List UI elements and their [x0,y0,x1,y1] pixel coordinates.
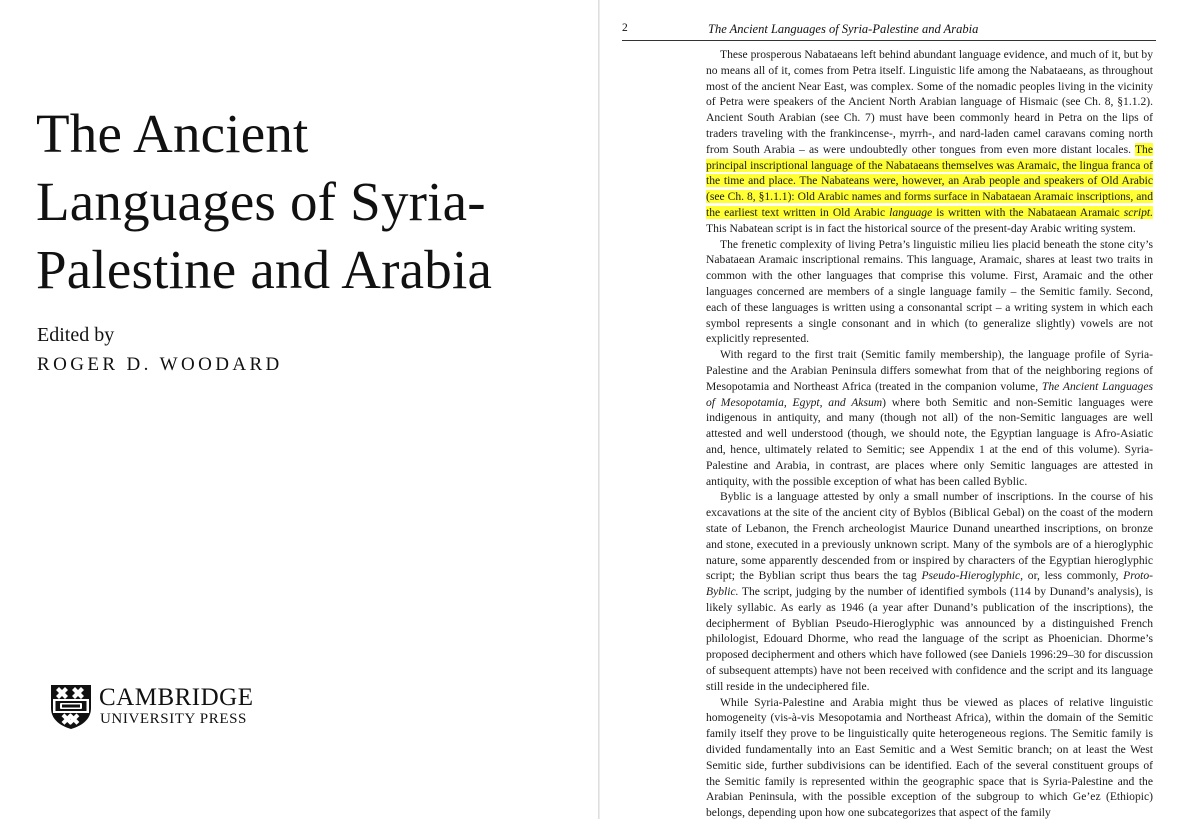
cambridge-crest-icon [50,684,92,730]
edited-by-label: Edited by [37,324,115,346]
author-name-text: ROGER D. WOODARD [37,354,283,375]
book-title [36,100,596,304]
running-head [622,22,1156,41]
paragraph [706,47,1153,237]
book-title-line: Languages of Syria- [36,171,486,232]
paragraph-text: This Nabatean script is in fact the historical source of the present-day Arabic writing system. [706,221,1136,235]
paragraph-text: With regard to the first trait (Semitic family membership), the language profile of Syria-Palestine and the Arabian Peninsula differs somewhat from that of the neighboring regions of Mesopotamia and Northeast Africa (treated in the companion volume, [706,348,1153,393]
book-reference: The Ancient Languages of Mesopotamia, Egypt, and Aksum [706,379,1153,409]
publisher-name [99,684,254,712]
highlight-text: is written with the Nabataean Aramaic [932,205,1124,219]
paragraph-text: The script, judging by the number of identified symbols (114 by Dunand’s analysis), is likely syllabic. As early as 1946 (a year after Dunand’s publication of the inscriptions), the decipherment of Byblian Pseudo-Hieroglyphic was announced by a distinguished French philologist, Edouard Dhorme, who read the language of the script as Phoenician. Dhorme’s proposed decipherment and others which have followed (see Daniels 1996:29–30 for discussion of subsequent attempts) have not been received with confidence and the script and its language still reside in the undeciphered file. [706,585,1153,693]
body-text [706,47,1153,821]
publisher-press: UNIVERSITY PRESS [100,711,247,727]
publisher-imprint [50,684,310,732]
title-page [0,0,598,819]
paragraph-text: These prosperous Nabataeans left behind abundant language evidence, and much of it, but by no means all of it, comes from Petra itself. Linguistic life among the Nabataeans, as throughout most of the ancient Near East, was complex. Some of the nomadic peoples living in the vicinity of Petra were speakers of the Ancient North Arabian language of Hismaic (see Ch. 8, §1.1.2). Ancient South Arabian (see Ch. 7) must have been commonly heard in Petra on the lips of traders traveling with the frankincense-, myrrh-, and nard-laden camel caravans coming north from South Arabia – as were undoubtedly other tongues from even more distant locales. [706,48,1154,156]
paragraph-text: Byblic is a language attested by only a small number of inscriptions. In the course of his excavations at the site of the ancient city of Byblos (Biblical Gebal) on the coast of the modern state of Lebanon, the French archeologist Maurice Dunand unearthed inscriptions, on bronze and stone, executed in a previously unknown script. Many of the symbols are of a hieroglyphic nature, some apparently descended from or inspired by characters of the Egyptian hieroglyphic script; the Byblian script thus bears the tag [706,490,1153,583]
running-title: The Ancient Languages of Syria-Palestine and Arabia [708,22,979,36]
book-title-line: The Ancient [36,103,309,164]
paragraph: The frenetic complexity of living Petra’s linguistic milieu lies placid beneath the stone city’s Nabataean Aramaic inscriptional remains. This language, Aramaic, shares at least two traits in common with the other languages that comprise this volume. First, Aramaic and the other languages concerned are members of a single language family – the Semitic family. Second, each of these languages is written using a consonantal script – a writing system in which each symbol represents a single consonant and in which (to generalize slightly) vowels are not explicitly represented. [706,237,1153,346]
highlight-text: The principal inscriptional language of the Nabataeans themselves was Aramaic, the lingua franca of the time and place. The Nabateans were, however, an Arab people and speakers of Old Arabic (see Ch. 8, §1.1.1): Old Arabic names and forms surface in Nabataean Aramaic inscriptions, and the earliest text written in Old Arabic [706,142,1153,219]
paragraph-text: ) where both Semitic and non-Semitic languages were indigenous in antiquity, and many (though not all) of the non-Semitic languages are well attested and well understood (though, we should note, the Egyptian language is Afro-Asiatic and, hence, ultimately related to Semitic; see Appendix 1 at the end of this volume). Syria-Palestine and Arabia, in contrast, are places where only Semitic languages are attested in antiquity, with the possible exception of what has been called Byblic. [706,395,1153,488]
emphasis-text: Pseudo-Hieroglyphic, [921,569,1024,583]
page-number: 2 [622,22,628,34]
paragraph: While Syria-Palestine and Arabia might thus be viewed as places of relative linguistic homogeneity (vis-à-vis Mesopotamia and Northeast Africa), within the domain of the Semitic family itself they prove to be linguistically quite heterogeneous regions. The Semitic family is divided fundamentally into an East Semitic and a West Semitic branch; on at least the West Semitic side, further subdivisions can be identified. Each of the several constituent groups of the Semitic family is represented within the geographic space that is Syria-Palestine and the Arabian Peninsula, with the possible exception of the subgroup to which Ge’ez (Ethiopic) belongs, depending upon how one subcategorizes that aspect of the family [706,695,1153,820]
publisher-name-text: CAMBRIDGE [99,684,254,711]
emphasis-text: Proto-Byblic. [706,569,1153,599]
paragraph [706,347,1153,489]
emphasis-text: script. [1123,205,1154,219]
paragraph-text: or, less commonly, [1023,569,1124,583]
paragraph [706,489,1153,694]
author-name [37,354,283,376]
book-title-line: Palestine and Arabia [36,239,493,300]
emphasis-text: language [889,205,933,219]
